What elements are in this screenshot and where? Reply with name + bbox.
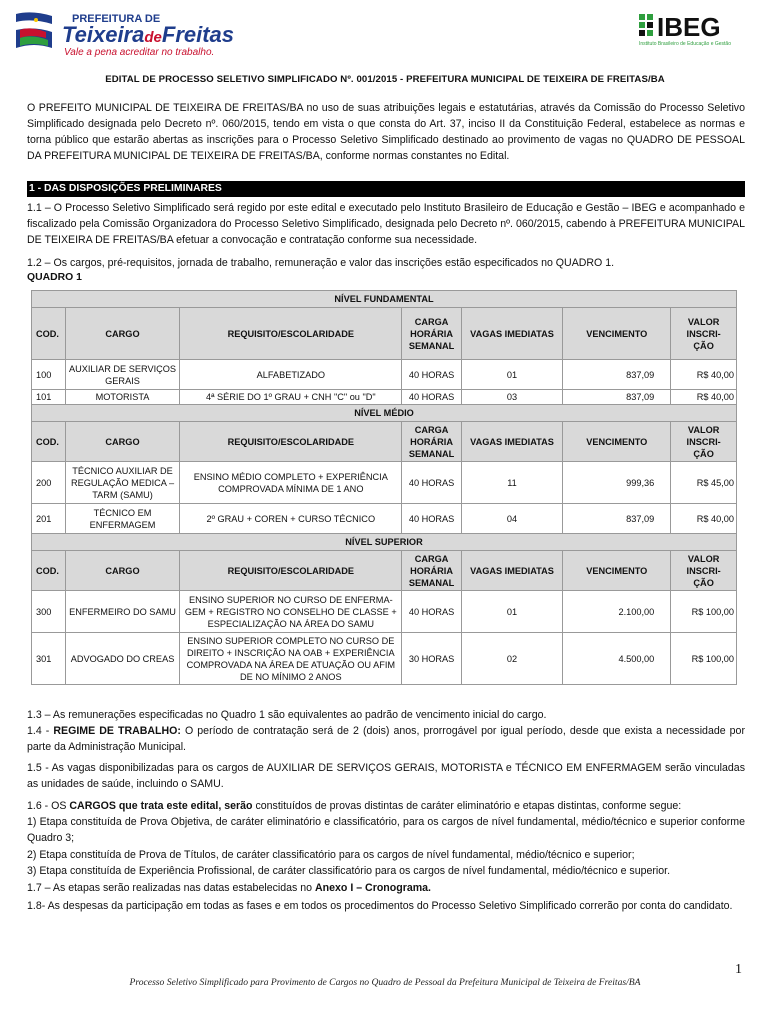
header-valor-l3: ÇÃO	[693, 448, 714, 459]
table-row	[32, 462, 737, 504]
level-heading: NÍVEL FUNDAMENTAL	[32, 291, 737, 308]
cell-cod: 201	[32, 504, 66, 534]
cell-vencimento: 837,09	[563, 360, 671, 390]
level-heading: NÍVEL SUPERIOR	[32, 534, 737, 551]
cell-cargo: ADVOGADO DO CREAS	[65, 633, 179, 685]
cell-cargo: TÉCNICO EM ENFERMAGEM	[65, 504, 179, 534]
cell-valor: R$ 100,00	[671, 591, 737, 633]
cell-carga: 40 HORAS	[402, 360, 461, 390]
cell-vagas: 03	[461, 390, 563, 405]
cell-cod: 200	[32, 462, 66, 504]
paragraph-1-4	[27, 723, 745, 755]
header-valor-l3: ÇÃO	[693, 577, 714, 588]
cell-carga: 40 HORAS	[402, 390, 461, 405]
p14-prefix: 1.4 -	[27, 725, 54, 737]
paragraph-1-1: 1.1 – O Processo Seletivo Simplificado será regido por este edital e executado pelo Instituto Brasileiro de Educação e Gestão – IBEG e acompanhado e fiscalizado pela Comissão Organizadora do Processo Seletivo Simplificado, designada pelo Decreto nº. 060/2015, cabendo à PREFEITURA MUNICIPAL DE TEIXEIRA DE FREITAS/BA efetuar a convocação e contratação conforme sua necessidade.	[27, 202, 745, 246]
prefeitura-logo	[12, 8, 252, 58]
header-valor-l1: VALOR	[687, 424, 720, 435]
cell-vencimento: 999,36	[563, 462, 671, 504]
cell-cargo: ENFERMEIRO DO SAMU	[65, 591, 179, 633]
table-row	[32, 591, 737, 633]
p14-rest: O período de contratação será de 2 (dois) anos, prorrogável por igual período, desde que exista a necessidade por parte da Administração Municipal.	[27, 725, 745, 753]
intro-paragraph: O PREFEITO MUNICIPAL DE TEIXEIRA DE FREITAS/BA no uso de suas atribuições legais e estatutárias, através da Comissão do Processo Seletivo Simplificado designada pelo Decreto nº. 060/2015, tendo em vista o que consta do Art. 37, inciso II da Constituição Federal, estabelece as normas e torna público que estarão abertas as inscrições para o Processo Seletivo Simplificado destinado ao provimento de vagas no QUADRO DE PESSOAL DA PREFEITURA MUNICIPAL DE TEIXEIRA DE FREITAS/BA, conforme normas constantes no Edital.	[27, 102, 745, 162]
ibeg-name: IBEG	[657, 12, 721, 42]
cell-vencimento: 837,09	[563, 390, 671, 405]
ibeg-logo	[637, 12, 752, 48]
cell-vagas: 04	[461, 504, 563, 534]
cell-cargo: TÉCNICO AUXILIAR DE REGULAÇÃO MEDICA – TARM (SAMU)	[65, 462, 179, 504]
logo-tagline: Vale a pena acreditar no trabalho.	[64, 47, 215, 58]
header-vencimento: VENCIMENTO	[563, 422, 671, 462]
paragraph-1-8: 1.8- As despesas da participação em todas as fases e em todos os procedimentos do Processo Seletivo Simplificado correrão por conta do candidato.	[27, 900, 733, 912]
header-valor-l1: VALOR	[687, 316, 720, 327]
table-row	[32, 633, 737, 685]
paragraph-1-3: 1.3 – As remunerações especificadas no Quadro 1 são equivalentes ao padrão de vencimento inicial do cargo.	[27, 709, 547, 721]
header-requisito: REQUISITO/ESCOLARIDADE	[180, 308, 402, 360]
ibeg-mark-icon	[639, 14, 653, 36]
flag-emblem-icon	[16, 12, 52, 48]
header-valor-l2: INSCRI-	[686, 436, 721, 447]
cell-requisito: 2º GRAU + COREN + CURSO TÉCNICO	[180, 504, 402, 534]
cell-cod: 100	[32, 360, 66, 390]
header-carga-l3: SEMANAL	[408, 448, 455, 459]
header-cod: COD.	[32, 308, 66, 360]
quadro-label: QUADRO 1	[27, 272, 82, 283]
logo-de: de	[144, 29, 162, 46]
header-requisito: REQUISITO/ESCOLARIDADE	[180, 551, 402, 591]
header-carga	[402, 422, 461, 462]
logo-freitas: Freitas	[161, 22, 235, 47]
table-row	[32, 390, 737, 405]
header-vencimento: VENCIMENTO	[563, 308, 671, 360]
header-valor	[671, 308, 737, 360]
page-footer: Processo Seletivo Simplificado para Provimento de Cargos no Quadro de Pessoal da Prefeitura Municipal de Teixeira de Freitas/BA	[129, 977, 641, 988]
etapa-3: 3) Etapa constituída de Experiência Profissional, de caráter classificatório para os cargos de nível fundamental, médio/técnico e superior.	[27, 865, 671, 877]
header-vagas: VAGAS IMEDIATAS	[461, 551, 563, 591]
p17-prefix: 1.7 – As etapas serão realizadas nas datas estabelecidas no	[27, 882, 315, 894]
table-header-row	[32, 422, 737, 462]
header-carga	[402, 551, 461, 591]
paragraph-1-2: 1.2 – Os cargos, pré-requisitos, jornada de trabalho, remuneração e valor das inscrições estão especificados no QUADRO 1.	[27, 257, 615, 269]
cell-vencimento: 2.100,00	[563, 591, 671, 633]
p14-bold: REGIME DE TRABALHO:	[53, 725, 181, 737]
edital-title: EDITAL DE PROCESSO SELETIVO SIMPLIFICADO Nº. 001/2015 - PREFEITURA MUNICIPAL DE TEIXEIRA DE FREITAS/BA	[105, 74, 665, 85]
paragraph-1-5: 1.5 - As vagas disponibilizadas para os cargos de AUXILIAR DE SERVIÇOS GERAIS, MOTORISTA e TÉCNICO EM ENFERMAGEM serão vinculadas as unidades de saúde, incluindo o SAMU.	[27, 762, 745, 790]
header-carga-l2: HORÁRIA	[410, 328, 453, 339]
cell-valor: R$ 40,00	[671, 390, 737, 405]
section-1-heading: 1 - DAS DISPOSIÇÕES PRELIMINARES	[27, 181, 745, 197]
header-carga	[402, 308, 461, 360]
cell-vagas: 01	[461, 360, 563, 390]
cell-requisito: ENSINO SUPERIOR NO CURSO DE ENFERMA-GEM + REGISTRO NO CONSELHO DE CLASSE + ESPECIALIZAÇÃO NA ÁREA DO SAMU	[180, 591, 402, 633]
header-carga-l1: CARGA	[414, 316, 449, 327]
header-cod: COD.	[32, 422, 66, 462]
paragraph-1-6	[27, 798, 745, 814]
header-cod: COD.	[32, 551, 66, 591]
cell-cod: 301	[32, 633, 66, 685]
header-vencimento: VENCIMENTO	[563, 551, 671, 591]
cell-vagas: 11	[461, 462, 563, 504]
header-carga-l1: CARGA	[414, 424, 449, 435]
ibeg-subtitle: Instituto Brasileiro de Educação e Gestão	[639, 41, 731, 47]
header-carga-l2: HORÁRIA	[410, 436, 453, 447]
header-valor-l2: INSCRI-	[686, 565, 721, 576]
header-carga-l1: CARGA	[414, 553, 449, 564]
header-cargo: CARGO	[65, 422, 179, 462]
etapa-2: 2) Etapa constituída de Prova de Títulos, de caráter classificatório para os cargos de nível fundamental, médio/técnico e superior;	[27, 849, 635, 861]
cell-cargo: MOTORISTA	[65, 390, 179, 405]
cell-carga: 40 HORAS	[402, 462, 461, 504]
cell-requisito: ENSINO MÉDIO COMPLETO + EXPERIÊNCIA COMPROVADA MÍNIMA DE 1 ANO	[180, 462, 402, 504]
cell-valor: R$ 100,00	[671, 633, 737, 685]
table-header-row	[32, 308, 737, 360]
cell-valor: R$ 40,00	[671, 360, 737, 390]
header-valor-l2: INSCRI-	[686, 328, 721, 339]
logo-line2	[62, 22, 234, 47]
cell-vagas: 02	[461, 633, 563, 685]
logo-line1: PREFEITURA DE	[72, 13, 161, 25]
p16-prefix: 1.6 - OS	[27, 800, 70, 812]
cell-requisito: 4ª SÉRIE DO 1º GRAU + CNH "C" ou "D"	[180, 390, 402, 405]
header-vagas: VAGAS IMEDIATAS	[461, 422, 563, 462]
level-heading: NÍVEL MÉDIO	[32, 405, 737, 422]
header-vagas: VAGAS IMEDIATAS	[461, 308, 563, 360]
paragraph-1-7	[27, 880, 745, 896]
cell-cod: 101	[32, 390, 66, 405]
cell-cod: 300	[32, 591, 66, 633]
cell-vencimento: 837,09	[563, 504, 671, 534]
header-carga-l3: SEMANAL	[408, 340, 455, 351]
p17-bold: Anexo I – Cronograma.	[315, 882, 431, 894]
header-requisito: REQUISITO/ESCOLARIDADE	[180, 422, 402, 462]
cell-vagas: 01	[461, 591, 563, 633]
p16-rest: constituídos de provas distintas de caráter eliminatório e etapas distintas, conforme segue:	[252, 800, 682, 812]
cell-carga: 40 HORAS	[402, 591, 461, 633]
cell-vencimento: 4.500,00	[563, 633, 671, 685]
cell-requisito: ENSINO SUPERIOR COMPLETO NO CURSO DE DIREITO + INSCRIÇÃO NA OAB + EXPERIÊNCIA COMPROVADA NA ÁREA DE ATUAÇÃO OU AFIM DE NO MÍNIMO 2 ANOS	[180, 633, 402, 685]
header-valor-l3: ÇÃO	[693, 340, 714, 351]
table-row	[32, 504, 737, 534]
cell-valor: R$ 45,00	[671, 462, 737, 504]
header-carga-l2: HORÁRIA	[410, 565, 453, 576]
etapa-1: 1) Etapa constituída de Prova Objetiva, de caráter eliminatório e classificatório, para os cargos de nível fundamental, médio/técnico e superior conforme Quadro 3;	[27, 816, 745, 844]
page-number: 1	[735, 962, 742, 977]
p16-bold: CARGOS que trata este edital, serão	[69, 800, 253, 812]
header-valor	[671, 551, 737, 591]
cell-carga: 40 HORAS	[402, 504, 461, 534]
table-header-row	[32, 551, 737, 591]
cell-carga: 30 HORAS	[402, 633, 461, 685]
table-row	[32, 360, 737, 390]
cell-valor: R$ 40,00	[671, 504, 737, 534]
header-cargo: CARGO	[65, 551, 179, 591]
header-cargo: CARGO	[65, 308, 179, 360]
header-valor-l1: VALOR	[687, 553, 720, 564]
quadro-1-table	[31, 290, 737, 685]
cell-cargo: AUXILIAR DE SERVIÇOS GERAIS	[65, 360, 179, 390]
logo-teixeira: Teixeira	[62, 22, 145, 47]
cell-requisito: ALFABETIZADO	[180, 360, 402, 390]
header-carga-l3: SEMANAL	[408, 577, 455, 588]
header-valor	[671, 422, 737, 462]
